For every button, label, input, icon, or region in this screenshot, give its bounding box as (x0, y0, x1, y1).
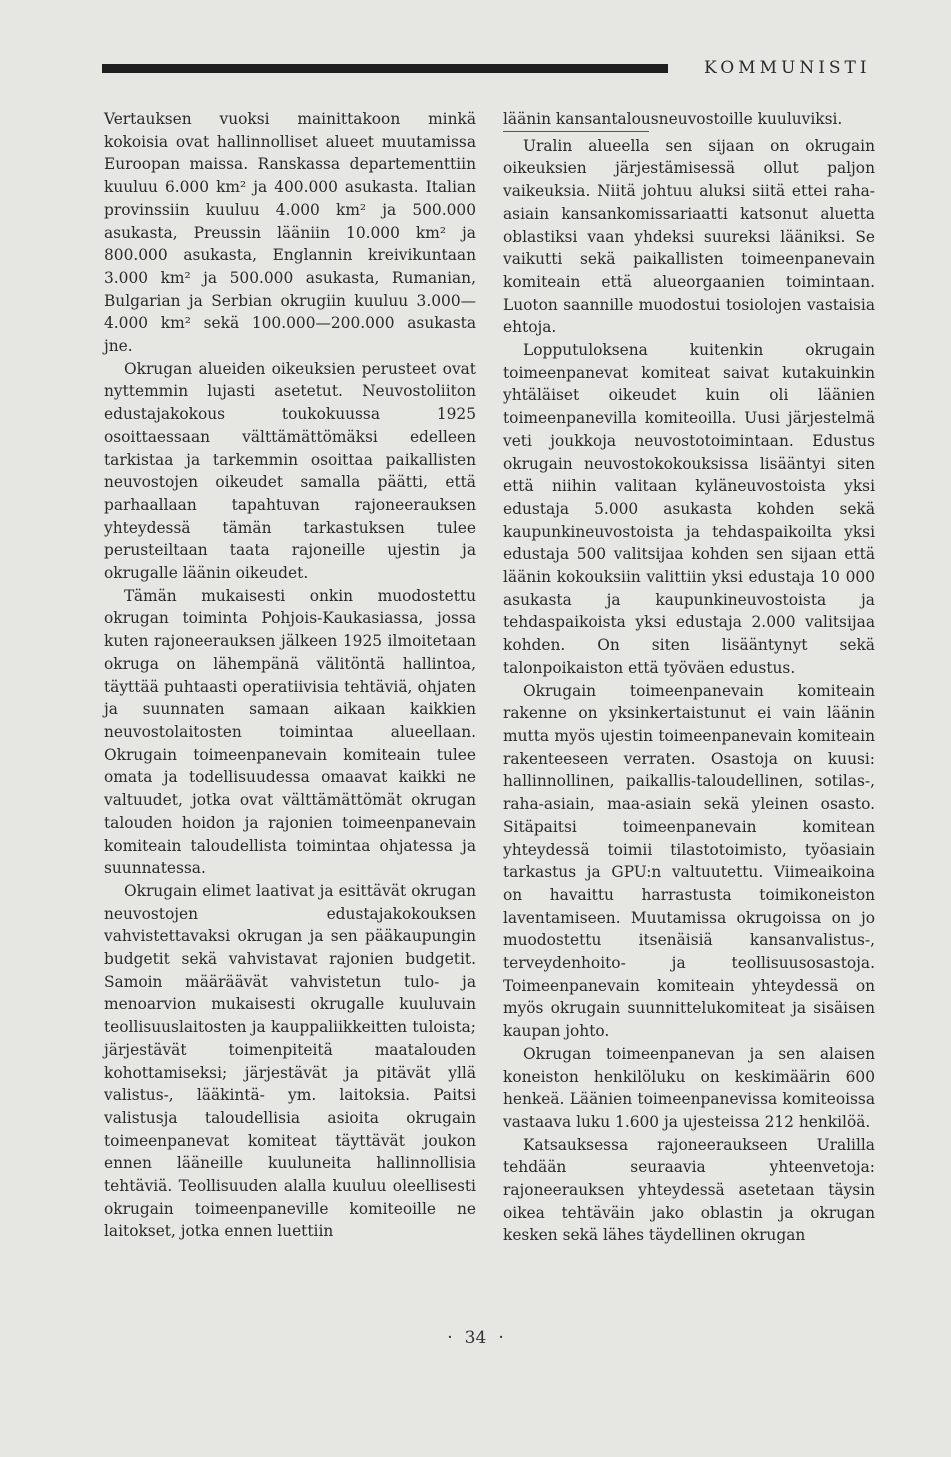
header-rule (102, 64, 668, 73)
right-column (503, 108, 875, 1247)
paragraph: Okrugain toimeenpanevain komiteain rakenne on yksinkertaistunut ei vain läänin mutta myös ujestin toimeenpanevain komiteain rakenteeseen verraten. Osastoja on kuusi: hallinnollinen, paikallis-taloudellinen, sotilas-, raha-asiain, maa-asiain sekä yleinen osasto. Sitäpaitsi toimeenpanevain komitean yhteydessä toimii tilastotoimisto, työasiain tarkastus ja GPU:n valtuutettu. Viimeaikoina on havaittu harrastusta toimikoneiston laventamiseen. Muutamissa okrugoissa on jo muodostettu itsenäisiä kansanvalistus-, terveydenhoito- ja teollisuusosastoja. Toimeenpanevain komiteain yhteydessä on myös okrugain suunnittelukomiteat ja sisäisen kaupan johto. (503, 681, 875, 1041)
left-column (104, 108, 476, 1243)
paragraph: Vertauksen vuoksi mainittakoon minkä kokoisia ovat hallinnolliset alueet muutamissa Euroopan maissa. Ranskassa departementtiin kuuluu 6.000 km² ja 400.000 asukasta. Italian provinssiin kuuluu 4.000 km² ja 500.000 asukasta, Preussin lääniin 10.000 km² ja 800.000 asukasta, Englannin kreivikuntaan 3.000 km² ja 500.000 asukasta, Rumanian, Bulgarian ja Serbian okrugiin kuuluu 3.000—4.000 km² sekä 100.000—200.000 asukasta jne. (104, 110, 476, 356)
running-header: KOMMUNISTI (704, 58, 871, 78)
paragraph: läänin kansantalousneuvostoille kuuluviksi. (503, 110, 843, 128)
short-rule (503, 131, 649, 132)
paragraph: Katsauksessa rajoneeraukseen Uralilla tehdään seuraavia yhteenvetoja: rajoneerauksen yhteydessä asetetaan täysin oikea tehtäväin jako oblastin ja okrugan kesken sekä lähes täydellinen okrugan (503, 1135, 875, 1245)
paragraph: Uralin alueella sen sijaan on okrugain oikeuksien järjestämisessä ollut paljon vaikeuksia. Niitä johtuu aluksi siitä ettei raha-asiain kansankomissariaatti katsonut aluetta oblastiksi vaan yhdeksi suureksi lääniksi. Se vaikutti sekä paikallisten toimeenpanevain komiteain että alueorgaanien toimintaan. Luoton saannille muodostui tosiolojen vastaisia ehtoja. (503, 136, 875, 337)
paragraph: Okrugain elimet laativat ja esittävät okrugan neuvostojen edustajakokouksen vahvistettavaksi okrugan ja sen pääkaupungin budgetit sekä vahvistavat rajonien budgetit. Samoin määräävät vahvistetun tulo- ja menoarvion mukaisesti okrugalle kuuluvain teollisuuslaitosten ja kauppaliikkeitten tuloista; järjestävät toimenpiteitä maatalouden kohottamiseksi; järjestävät ja pitävät yllä valistus-, lääkintä- ym. laitoksia. Paitsi valistusja taloudellisia asioita okrugain toimeenpanevat komiteat täyttävät joukon ennen lääneille kuuluneita hallinnollisia tehtäviä. Teollisuuden alalla kuuluu oleellisesti okrugain toimeenpaneville komiteoille ne laitokset, jotka ennen luettiin (104, 881, 476, 1241)
paragraph: Tämän mukaisesti onkin muodostettu okrugan toiminta Pohjois-Kaukasiassa, jossa kuten rajoneerauksen jälkeen 1925 ilmoitetaan okruga on lähempänä välitöntä hallintoa, täyttää puhtaasti operatiivisia tehtäviä, ohjaten ja suunnaten samaan aikaan kaikkien neuvostolaitosten toimintaa alueellaan. Okrugain toimeenpanevain komiteain tulee omata ja todellisuudessa omaavat kaikki ne valtuudet, jotka ovat välttämättömät okrugan talouden hoidon ja rajonien toimeenpanevain komiteain taloudellista toimintaa ohjatessa ja suunnatessa. (104, 586, 476, 878)
page-footer (0, 1328, 951, 1348)
paragraph: Okrugan toimeenpanevan ja sen alaisen koneiston henkilöluku on keskimäärin 600 henkeä. Läänien toimeenpanevissa komiteoissa vastaava luku 1.600 ja ujesteissa 212 henkilöä. (503, 1044, 875, 1131)
paragraph: Okrugan alueiden oikeuksien perusteet ovat nyttemmin lujasti asetetut. Neuvostoliiton edustajakokous toukokuussa 1925 osoittaessaan välttämättömäksi edelleen tarkistaa ja tarkemmin osoittaa paikallisten neuvostojen oikeudet samalla päätti, että parhaallaan tapahtuvan rajoneerauksen yhteydessä tämän tarkastuksen tulee perusteiltaan taata rajoneille ujestin ja okrugalle läänin oikeudet. (104, 359, 476, 583)
paragraph: Lopputuloksena kuitenkin okrugain toimeenpanevat komiteat saivat kutakuinkin yhtäläiset oikeudet kuin oli läänien toimeenpanevilla komiteoilla. Uusi järjestelmä veti joukkoja neuvostotoimintaan. Edustus okrugain neuvostokokouksissa lisääntyi siten että niihin valitaan kyläneuvostoista yksi edustaja 5.000 asukasta kohden sekä kaupunkineuvostoista ja tehdaspaikoilta yksi edustaja 500 valitsijaa kohden sen sijaan että läänin kokouksiin valittiin yksi edustaja 10 000 asukasta ja kaupunkineuvostoista ja tehdaspaikoista yksi edustaja 2.000 valitsijaa kohden. On siten lisääntynyt sekä talonpoikaiston että työväen edustus. (503, 341, 875, 677)
footer-dot: · (447, 1328, 453, 1348)
footer-dot: · (498, 1328, 504, 1348)
page-number: 34 (464, 1328, 487, 1348)
